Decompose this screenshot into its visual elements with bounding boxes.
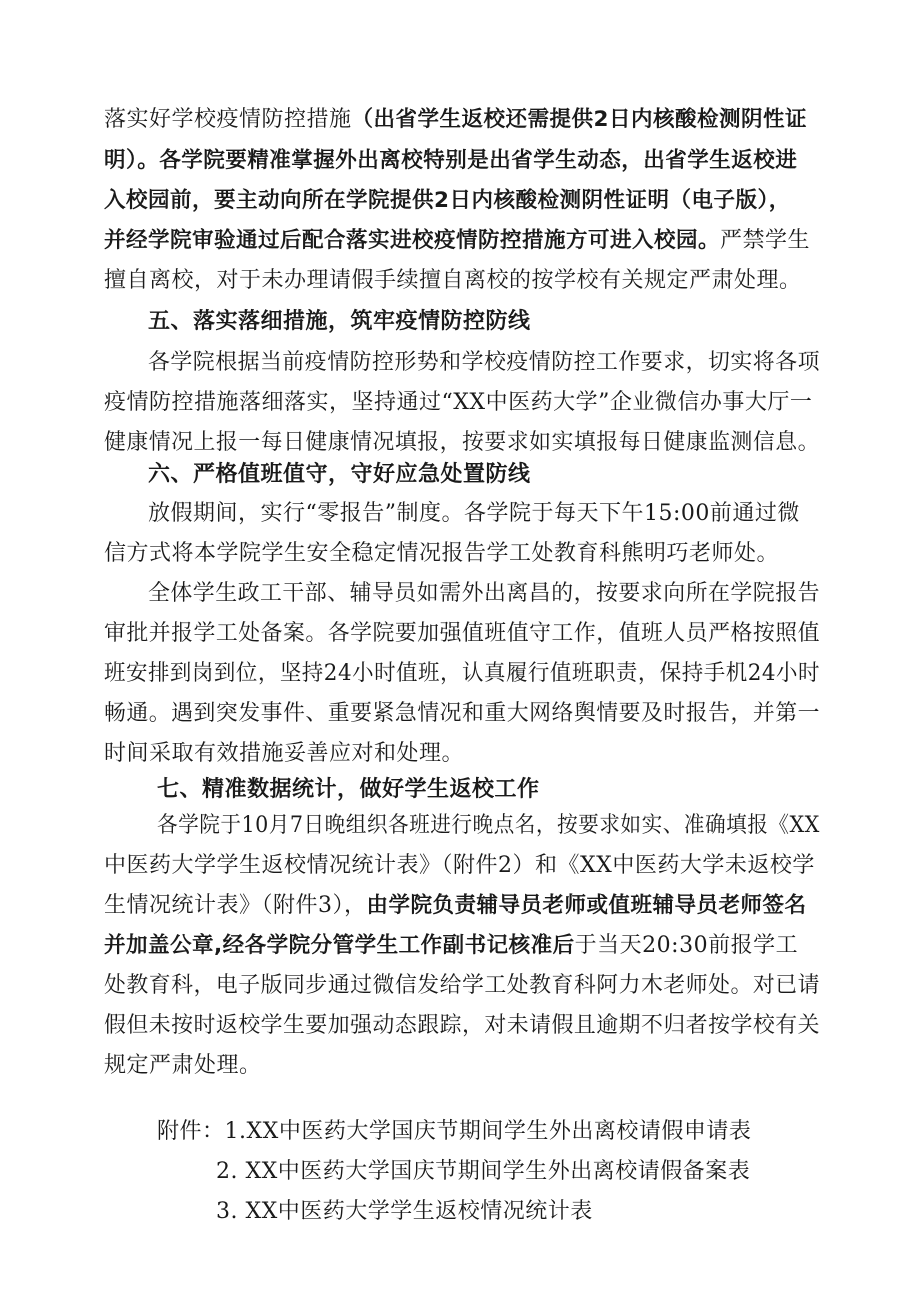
text-run-bold: 并加盖公章,经各学院分管学生工作副书记核准后 [104, 933, 575, 958]
section-heading-6: 六、严格值班值守，守好应急处置防线 [148, 462, 531, 487]
paragraph-line: 各学院根据当前疫情防控形势和学校疫情防控工作要求，切实将各项 [148, 350, 821, 375]
paragraph-line [104, 926, 798, 966]
paragraph-line: 信方式将本学院学生安全稳定情况报告学工处教育科熊明巧老师处。 [104, 541, 780, 566]
text-run-bold: （出省学生返校还需提供2日内核酸检测阴性证 [351, 107, 807, 132]
paragraph-line: 健康情况上报一每日健康情况填报，按要求如实填报每日健康监测信息。 [104, 430, 821, 455]
paragraph-line: 假但未按时返校学生要加强动态跟踪，对未请假且逾期不归者按学校有关 [104, 1013, 821, 1038]
paragraph-line: 时间采取有效措施妥善应对和处理。 [104, 741, 465, 766]
paragraph-line: 审批并报学工处备案。各学院要加强值班值守工作，值班人员严格按照值 [104, 621, 821, 646]
paragraph-line: 各学院于10月7日晚组织各班进行晚点名，按要求如实、准确填报《XX [157, 813, 820, 838]
paragraph-line: 放假期间，实行“零报告”制度。各学院于每天下午15:00前通过微 [148, 501, 800, 526]
paragraph-line [104, 221, 810, 261]
attachment-item: 2. XX中医药大学国庆节期间学生外出离校请假备案表 [216, 1159, 751, 1184]
attachments-line-1 [157, 1112, 751, 1152]
paragraph-line: 明）。各学院要精准掌握外出离校特别是出省学生动态，出省学生返校进 [104, 148, 798, 173]
paragraph-line: 全体学生政工干部、辅导员如需外出离昌的，按要求向所在学院报告 [148, 581, 821, 606]
paragraph-line: 处教育科，电子版同步通过微信发给学工处教育科阿力木老师处。对已请 [104, 973, 821, 998]
paragraph-line [104, 100, 807, 140]
text-run: 严禁学生 [720, 228, 811, 253]
paragraph-line: 班安排到岗到位，坚持24小时值班，认真履行值班职责，保持手机24小时 [104, 661, 820, 686]
attachment-item: 1.XX中医药大学国庆节期间学生外出离校请假申请表 [224, 1119, 752, 1144]
paragraph-line [104, 886, 807, 926]
attachments-label: 附件： [157, 1119, 225, 1144]
attachment-item: 3. XX中医药大学学生返校情况统计表 [216, 1199, 593, 1224]
paragraph-line: 规定严肃处理。 [104, 1053, 262, 1078]
paragraph-line: 疫情防控措施落细落实，坚持通过“XX中医药大学”企业微信办事大厅一 [104, 390, 813, 415]
text-run-bold: 由学院负责辅导员老师或值班辅导员老师签名 [366, 893, 807, 918]
paragraph-line: 擅自离校，对于未办理请假手续擅自离校的按学校有关规定严肃处理。 [104, 268, 802, 293]
text-run: 于当天20:30前报学工 [574, 933, 799, 958]
text-run-bold: 并经学院审验通过后配合落实进校疫情防控措施方可进入校园。 [104, 228, 721, 253]
paragraph-line: 中医药大学学生返校情况统计表》（附件2）和《XX中医药大学未返校学 [104, 853, 815, 878]
paragraph-line: 畅通。遇到突发事件、重要紧急情况和重大网络舆情要及时报告，并第一 [104, 701, 821, 726]
text-run: 生情况统计表》（附件3）， [104, 893, 367, 918]
section-heading-7: 七、精准数据统计，做好学生返校工作 [157, 777, 540, 802]
text-run: 落实好学校疫情防控措施 [104, 107, 352, 132]
section-heading-5: 五、落实落细措施，筑牢疫情防控防线 [148, 309, 531, 334]
paragraph-line: 入校园前，要主动向所在学院提供2日内核酸检测阴性证明（电子版）， [104, 188, 791, 213]
